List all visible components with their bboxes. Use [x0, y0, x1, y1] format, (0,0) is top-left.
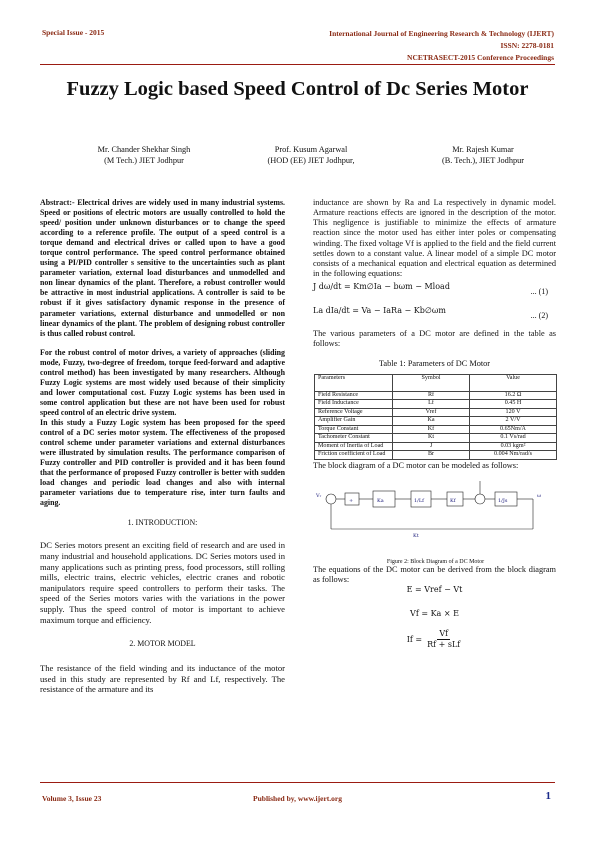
body-paragraph: The block diagram of a DC motor can be modeled as follows: [313, 460, 519, 470]
svg-text:Kt: Kt [413, 532, 419, 539]
table-cell: Field Inductance [315, 400, 393, 409]
abstract-paragraph: In this study a Fuzzy Logic system has been proposed for the speed control of a DC series motor system. The effectiveness of the proposed control scheme under parameter variations and external disturbances were illustrated by simulation results. The performance comparison of Fuzzy controller and PID controller is provided and it has been found that the performance of proposed Fuzzy controller is better with sudden load changes and periodic load changes and also with internal parameter variations due to temperature rise, inter turn faults and aging. [40, 417, 285, 508]
table-row [315, 391, 557, 400]
parameters-table [314, 374, 557, 460]
section-heading-motor-model: 2. MOTOR MODEL [129, 639, 196, 649]
table-row [315, 400, 557, 409]
table-cell: Rf [393, 391, 470, 400]
table-cell: Amplifier Gain [315, 417, 393, 426]
page-number: 1 [545, 790, 551, 802]
table-cell: Field Resistance [315, 391, 393, 400]
table-cell: Br [393, 451, 470, 460]
publisher-label: Published by, www.ijert.org [253, 794, 342, 803]
table-cell: Lf [393, 400, 470, 409]
footer-rule [40, 782, 555, 783]
equation-2-number: ... (2) [530, 311, 548, 321]
author-name: Prof. Kusum Agarwal [274, 145, 348, 154]
equation-1 [313, 282, 556, 301]
table-row [315, 442, 557, 451]
block-diagram-figure [313, 471, 558, 565]
author-block [226, 144, 396, 166]
table-row [315, 434, 557, 443]
table-cell: Kf [393, 425, 470, 434]
table-cell: 0.1 Vs/rad [470, 434, 557, 443]
table-header-cell: Parameters [315, 374, 393, 391]
svg-text:Kf: Kf [450, 497, 456, 504]
body-paragraph: inductance are shown by Ra and La respectively in dynamic model. Armature reactions effects are ignored in the description of the motor. This negligence is justifiable to minimize the effects of armature reaction since the motor used has either inter poles or compensating winding. The fixed voltage Vf is applied to the field and the field current settles down to a constant value. A linear model of a simple DC motor consists of a mechanical equation and electrical equation as determined in the following equations: [313, 198, 556, 279]
conference-name: NCETRASECT-2015 Conference Proceedings [407, 53, 554, 62]
motor-model-paragraph: The resistance of the field winding and its inductance of the motor used in this study are represented by Rf and Lf, respectively. The resistance of the armature and its [40, 663, 285, 695]
svg-text:Vᵣ: Vᵣ [316, 492, 322, 499]
journal-header-info [329, 28, 554, 64]
volume-issue-label: Volume 3, Issue 23 [42, 794, 102, 803]
formula-error: E = Vref − Vt [406, 585, 463, 595]
table-cell: 2 V/V [470, 417, 557, 426]
author-block [398, 144, 568, 166]
abstract-paragraph: Abstract:- Electrical drives are widely used in many industrial systems. Speed or positions of electric motors are usually controlled to hold the speed/ position under unknown disturbances or to change the speed according to a reference profile. The output of a speed control is a torque demand and electrical drives or called upon to have a good torque control performance. The speed control performance obtained using a PI/PID controller s sensitive to the uncertainties such as plant parameter variation, external load disturbances and unmodelled and non linear dynamics of the plant. Therefore, a robust controller would be attractive in most industrial applications. A controller is said to be robust if it gives satisfactory dynamic response in the presence of parameter variations, external disturbance and unmodelled or non linear dynamics of the plant. The problem of designing robust controller is thus called robust control. [40, 198, 285, 338]
table-row [315, 425, 557, 434]
paper-title: Fuzzy Logic based Speed Control of Dc Series Motor [66, 78, 529, 100]
abstract-paragraph: For the robust control of motor drives, a variety of approaches (sliding mode, Fuzzy, two-degree of freedom, torque feed-forward and adaptive control method) has been investigated by many researchers. Although Fuzzy Logic systems are most widely used because of their simplicity and lower computational cost. Fuzzy Logic systems has been used in some control application but these are not have been used for robust speed control of an electric drive system. [40, 347, 285, 417]
svg-text:1/Js: 1/Js [498, 497, 508, 504]
author-affiliation: (B. Tech.), JIET Jodhpur [441, 156, 525, 165]
table-cell: 0.03 kgm² [470, 442, 557, 451]
table-row [315, 417, 557, 426]
table-cell: 16.2 Ω [470, 391, 557, 400]
equation-1-number: ... (1) [530, 287, 548, 297]
svg-text:ω: ω [537, 492, 542, 499]
table-header-row [315, 374, 557, 391]
section-heading-introduction: 1. INTRODUCTION: [127, 518, 198, 528]
table-header-cell: Value [470, 374, 557, 391]
table-caption: Table 1: Parameters of DC Motor [378, 358, 491, 368]
introduction-paragraph: DC Series motors present an exciting field of research and are used in many industrial and household applications. DC Series motors used in many applications such as printing press, food processors, still rolling mills, electric trains, electric vehicles, electric cranes and robotic manipulators require speed controllers to perform their tasks. The speed of the Series motors varies with the variations in the power supply. Thus the speed control of motor is important to achieve maximum torque and efficiency. [40, 540, 285, 625]
table-cell: J [393, 442, 470, 451]
svg-text:Ka: Ka [377, 497, 384, 504]
table-cell: Vref [393, 408, 470, 417]
table-header-cell: Symbol [393, 374, 470, 391]
author-affiliation: (HOD (EE) JIET Jodhpur, [267, 156, 355, 165]
formula-fraction [425, 629, 462, 650]
formula-lhs: If = [406, 634, 423, 644]
table-cell: 120 V [470, 408, 557, 417]
author-name: Mr. Rajesh Kumar [452, 145, 514, 154]
author-name: Mr. Chander Shekhar Singh [97, 145, 191, 154]
formula-field-voltage: Vf = Ka × E [410, 609, 459, 619]
equation-1-formula: J dω/dt = Km∅Ia − bωm − Mload [313, 282, 450, 292]
table-cell: Kt [393, 434, 470, 443]
table-cell: 0.65Nm/A [470, 425, 557, 434]
table-cell: 0.45 H [470, 400, 557, 409]
table-cell: Friction coefficient of Load [315, 451, 393, 460]
table-cell: Torque Constant [315, 425, 393, 434]
table-cell: Ka [393, 417, 470, 426]
table-cell: Tachometer Constant [315, 434, 393, 443]
block-diagram-image [313, 471, 556, 553]
right-column [313, 198, 556, 650]
table-cell: Reference Voltage [315, 408, 393, 417]
svg-text:+: + [349, 497, 354, 504]
figure-caption: Figure 2: Block Diagram of a DC Motor [386, 558, 485, 565]
left-column [40, 198, 285, 695]
equation-2 [313, 306, 556, 325]
journal-name: International Journal of Engineering Research & Technology (IJERT) [329, 29, 554, 38]
formula-numerator: Vf [437, 629, 450, 640]
journal-issn: ISSN: 2278-0181 [500, 41, 554, 50]
body-paragraph: The equations of the DC motor can be derived from the block diagram as follows: [313, 564, 556, 584]
table-cell: Moment of Inertia of Load [315, 442, 393, 451]
body-paragraph: The various parameters of a DC motor are defined in the table as follows: [313, 329, 556, 349]
journal-issue-label: Special Issue - 2015 [42, 28, 105, 37]
equation-2-formula: La dIa/dt = Va − IaRa − Kb∅ωm [313, 306, 446, 316]
svg-text:1/Lf: 1/Lf [414, 497, 425, 504]
table-cell: 0.004 Nm/rad/s [470, 451, 557, 460]
header-rule [40, 64, 555, 65]
formula-denominator: Rf + sLf [427, 640, 461, 650]
table-row [315, 408, 557, 417]
table-row [315, 451, 557, 460]
author-block [59, 144, 229, 166]
author-affiliation: (M Tech.) JIET Jodhpur [104, 156, 184, 165]
formula-field-current [313, 629, 556, 650]
